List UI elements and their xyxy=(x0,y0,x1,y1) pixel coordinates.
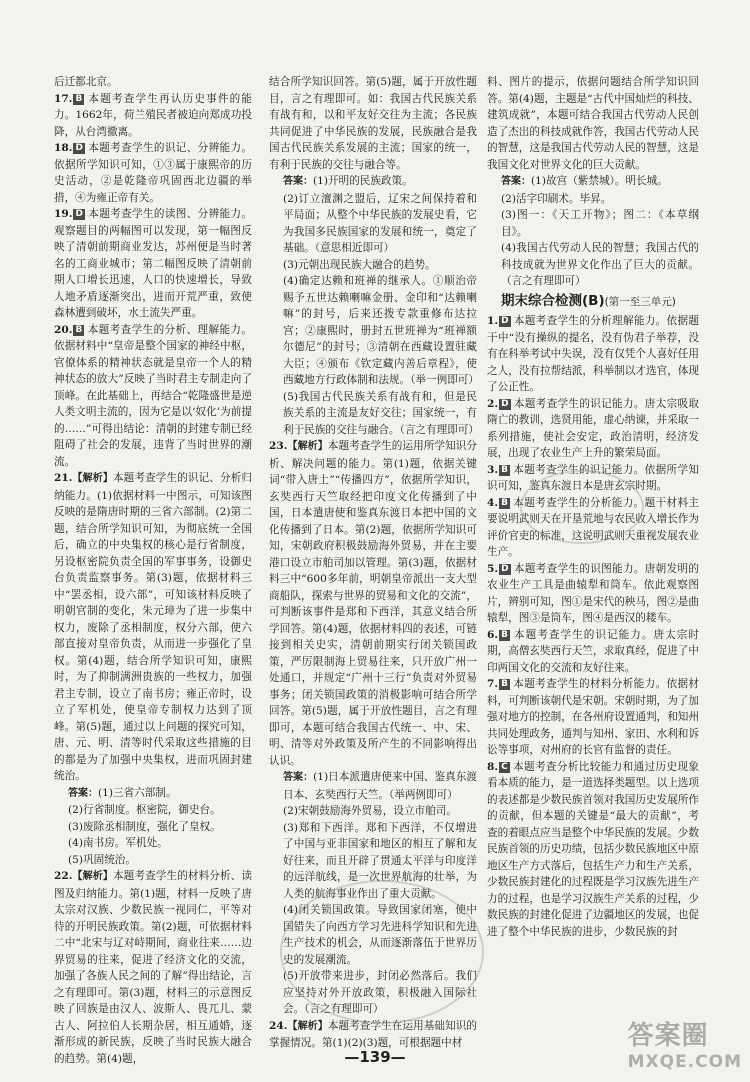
answer-line: (4)确定达赖和班禅的继承人。①顺治帝赐予五世达赖喇嘛金册、金印和“达赖喇嘛”的封号，后来还拨专款重修布达拉宫；②康熙时，册封五世班禅为“班禅额尔德尼”的封号；③清朝在西藏设置驻藏大臣；④颁布《钦定藏内善后章程》，使西藏地方行政体制和法规。（举一例即可） xyxy=(283,275,479,386)
answer-badge: B xyxy=(501,629,508,640)
analysis-label: 【解析】 xyxy=(287,1020,328,1032)
answer-item-22: 22.【解析】本题考查学生的材料分析、读图及归纳能力。第(1)题，材料一反映了唐太宗对汉族、少数民族一视同仁，平等对待的开明民族政策。第(2)题，可依据材料二中“北宋与辽对峙期间，商业往来……边界贸易的往来，促进了经济文化的交流，加强了各族人民之间的了解”得出结论，言之有理即可。第(3)题，材料三的示意图反映了回族是由汉人、波斯人、畏兀儿、蒙古人、阿拉伯人长期杂居，相互通婚，逐渐形成的新民族，反映了当时民族大融合的趋势。第(4)题， xyxy=(54,870,253,1065)
answer-line: (5)开放带来进步，封闭必然落后。我们应坚持对外开放政策，积极融入国际社会。（言之有理即可） xyxy=(283,970,477,1015)
answer-line: (2)宋朝鼓励海外贸易，设立市舶司。 xyxy=(283,805,457,817)
answer-line: (3)图一：《天工开物》；图二：《本草纲目》。 xyxy=(501,209,699,238)
answer-badge: B xyxy=(75,93,83,104)
answer-badge: D xyxy=(75,209,83,219)
answer-item-20: 20. B 本题考查学生的分析、理解能力。依据材料中“皇帝是整个国家的神经中枢，官僚体系的精神状态就是皇帝一个人的精神状态的放大”反映了当时君主专制走向了顶峰。在此基础上，再结合“乾隆盛世是逆人类文明主流的，因为它是以‘奴化’为前提的……”可得出结论：清朝的封建专制已经阻碍了社会的发展，违背了当时世界的潮流。 xyxy=(54,323,252,468)
answer-badge: D xyxy=(501,563,509,574)
stamp-seal xyxy=(280,880,484,1024)
answer-item-7: 7. B 本题考查学生的材料分析能力。依据材料，可判断该朝代是宋朝。宋朝时期，为了加强对地方的控制，在各州府设置通判，和知州共同处理政务，通判与知州、家田、水利和诉讼等事项，对州府的长官有监督的责任。 xyxy=(487,678,699,756)
answer-item-19: 19. D 本题考查学生的读图、分辨能力。观察题目的两幅图可以发现，第一幅图反映了清朝前期商业发达，苏州便是当时著名的工商业城市；第二幅图反映了清朝前期人口增长迅速，人口的快速增长，导致人地矛盾逐渐突出，进而开荒严重，致使森林遭到破坏，水土流失严重。 xyxy=(54,208,252,319)
answer-item-6: 6. B 本题考查学生的识记能力。唐太宗时期，高僧玄奘西行天竺，求取真经，促进了中印两国文化的交流和友好往来。 xyxy=(487,628,699,674)
answer-badge: D xyxy=(501,398,509,409)
text-line: 后迁都北京。 xyxy=(54,76,118,88)
answer-badge: B xyxy=(501,497,508,508)
answer-line: (4)闭关锁国政策。导致国家闭塞，使中国错失了向西方学习先进科学知识和先进生产技术的机会，从而逐渐落伍于世界历史的发展潮流。 xyxy=(283,904,477,966)
answer-line: 答案：(1)开明的民族政策。 xyxy=(283,175,413,187)
answer-badge: C xyxy=(501,761,508,772)
answer-line: (2)订立澶渊之盟后，辽宋之间保持着和平局面；从整个中华民族的发展史看，它为我国多民族国家的发展和统一，奠定了基础。（意思相近即可） xyxy=(283,192,477,254)
answer-item-5: 5. D 本题考查学生的识图能力。唐朝发明的农业生产工具是曲辕犁和筒车。依此观察图片，辨别可知，图①是宋代的秧马，图②是曲辕犁，图③是筒车，图④是西汉的耧车。 xyxy=(487,562,699,624)
answer-line: (5)巩固统治。 xyxy=(68,853,136,866)
answer-item-17: 17. B 本题考查学生再认历史事件的能力。1662年，荷兰殖民者被迫向郑成功投降，从台湾撤离。 xyxy=(54,92,252,138)
text-block: 料、图片的提示，依据问题结合所学知识回答。第(4)题，主题是“古代中国灿烂的科技、建筑成就”，本题可结合我国古代劳动人民创造了杰出的科技成就作答，我国古代劳动人民的智慧，这是我国古代劳动人民的智慧，这是我国文化对世界文化的巨大贡献。 xyxy=(487,76,699,171)
answer-item-24: 24.【解析】本题考查学生在运用基础知识的掌握情况。第(1)(2)(3)题，可根据题中材 xyxy=(269,1019,478,1049)
answer-item-23: 23.【解析】本题考查学生的运用所学知识分析、解决问题的能力。第(1)题，依据关键词“带入唐土”“传播四方”，依据所学知识，玄奘西行天竺取经把印度文化传播到了中国，日本遣唐使和鉴真东渡日本把中国的文化传播到了日本。第(2)题，依据所学知识可知，宋朝政府积极鼓励海外贸易，并在主要港口设立市舶司加以管理。第(3)题，依据材料三中“600多年前，明朝皇帝派出一支大型商船队，探索与世界的贸易和文化的交流”，可判断该事件是郑和下西洋，其意义结合所学回答。第(4)题，依据材料四的表述，可链接到相关史实，清朝前期实行闭关锁国政策，严厉限制海上贸易往来，只开放广州一处通口，并规定“广州十三行”负责对外贸易事务；闭关锁国政策的消极影响可结合所学回答。第(5)题，属于开放性题目，言之有理即可，本题可结合我国古代统一、中、宋、明、清等对外政策及所产生的不同影响得出认识。 xyxy=(269,440,478,767)
answer-item-1: 1. D 本题考查学生的分析理解能力。依据题干中“没有操纵的提名，没有伪君子举荐，没有在科举考试中失误，没有仅凭个人喜好任用之人，没有拉帮结派，科举制以才选官，体现了公正性。 xyxy=(487,315,699,393)
column-left xyxy=(54,74,252,1067)
answer-line: (4)我国古代劳动人民的智慧；我国古代的科技成就为世界文化作出了巨大的贡献。（言之有理即可） xyxy=(501,242,699,287)
text-block: 结合所学知识回答。第(5)题，属于开放性题目，言之有理即可。如：我国古代民族关系有战有和，以和平友好交往为主流；各民族共同促进了中华民族的发展，民族融合是我国古代民族关系发展的主流；国家的统一，有利于民族的交往与融合等。 xyxy=(269,76,477,171)
answer-line: 答案：(1)日本派遣唐使来中国、鉴真东渡日本、玄奘西行天竺。（举两例即可） xyxy=(283,771,477,801)
stamp-mark xyxy=(520,470,644,544)
answer-badge: B xyxy=(501,679,508,689)
answer-line: (5)我国古代民族关系有战有和，但是民族关系的主流是友好交往；国家统一，有利于民族的交往与融合。（言之有理即可） xyxy=(283,390,479,436)
answer-item-2: 2. D 本题考查学生的识记能力。唐太宗吸取隋亡的教训，选贤用能，虚心纳谏，并采取一系列措施，使社会安定，政治清明，经济发展，出现了农业生产上升的繁荣局面。 xyxy=(487,397,699,459)
analysis-label: 【解析】 xyxy=(287,441,328,452)
answer-line: (3)元朝出现民族大融合的趋势。 xyxy=(283,258,436,271)
answer-item-18: 18. D 本题考查学生的识记、分辨能力。依据所学知识可知，①③属于康熙帝的历史活动，②是乾隆帝巩固西北边疆的举措，④为雍正帝有关。 xyxy=(54,142,252,204)
answer-item-8: 8. C 本题考查分析比较能力和通过历史现象看本质的能力，是一道选择类题型。以上选项的表述都是少数民族首领对我国历史发展所作的贡献，但本题的关键是“最大的贡献”，考查的着眼点应当是整个中华民族的发展。少数民族首领的历史功绩，包括少数民族地区中原地区生产方式落后，包括生产力和生产关系，少数民族封建化的过程既是学习汉族先进生产力的过程，也是学习汉族生产关系的过程，少数民族的封建化促进了边疆地区的发展，也促进了整个中华民族的进步，少数民族的封 xyxy=(487,760,699,938)
answer-line: 答案：(1)三省六部制。 xyxy=(68,786,177,799)
answer-line: (2)活字印刷术。毕昇。 xyxy=(501,192,612,205)
answer-item-3: 3. B 本题考查学生的识记能力。依据所学知识可知，鉴真东渡日本是唐玄宗时期。 xyxy=(487,463,699,492)
section-heading: 期末综合检测(B)(第一至三单元) xyxy=(501,292,676,309)
analysis-label: 【解析】 xyxy=(72,871,113,882)
answer-line: (4)南书房。军机处。 xyxy=(68,837,168,849)
watermark-logo: 答案圈 MXQE.COM xyxy=(627,1021,742,1072)
answer-line: (3)郑和下西洋。郑和下西洋，不仅增进了中国与亚非国家和地区的相互了解和友好往来，而且开辟了贯通太平洋与印度洋的远洋航线，是一次世界航海的壮举，为人类的航海事业作出了重大贡献。 xyxy=(283,821,477,900)
answer-line: (2)行省制度。枢密院，御史台。 xyxy=(68,804,221,816)
answer-badge: D xyxy=(501,316,509,326)
answer-badge: B xyxy=(75,324,83,335)
answer-line: 答案：(1)故宫（紫禁城）。明长城。 xyxy=(501,175,668,187)
answer-item-4: 4. B 本题考查学生的分析能力。题干材料主要说明武则天在开垦荒地与农民收入增长作为评价官吏的标准，这说明武则天重视发展农业生产。 xyxy=(487,496,699,558)
analysis-label: 【解析】 xyxy=(72,473,113,484)
answer-item-21: 21.【解析】本题考查学生的识记、分析归纳能力。(1)依据材料一中图示，可知该图反映的是隋唐时期的三省六部制。(2)第二题，结合所学知识可知，为彻底统一全国后，确立的中央集权的核心是行省制度，另设枢密院负责全国的军事事务，设御史台负责监察事务。第(3)题，依据材料三中“罢丞相，设六部”，可知该材料反映了明朝官制的变化，朱元璋为了进一步集中权力，废除了丞相制度，权分六部，使六部直接对皇帝负责，从而进一步强化了皇权。第(4)题，结合所学知识可知，康熙时，为了抑制满洲贵族的一些权力，加强君主专制，设立了南书房；雍正帝时，设立了军机处，使皇帝专制权力达到了顶峰。第(5)题，通过以上问题的探究可知，唐、元、明、清等时代采取这些措施的目的都是为了加强中央集权，进而巩固封建统治。 xyxy=(54,472,253,782)
page-number: —139— xyxy=(344,1048,406,1066)
answer-badge: B xyxy=(501,464,508,475)
answer-line: (3)废除丞相制度，强化了皇权。 xyxy=(68,820,221,833)
answer-badge: D xyxy=(75,143,83,153)
